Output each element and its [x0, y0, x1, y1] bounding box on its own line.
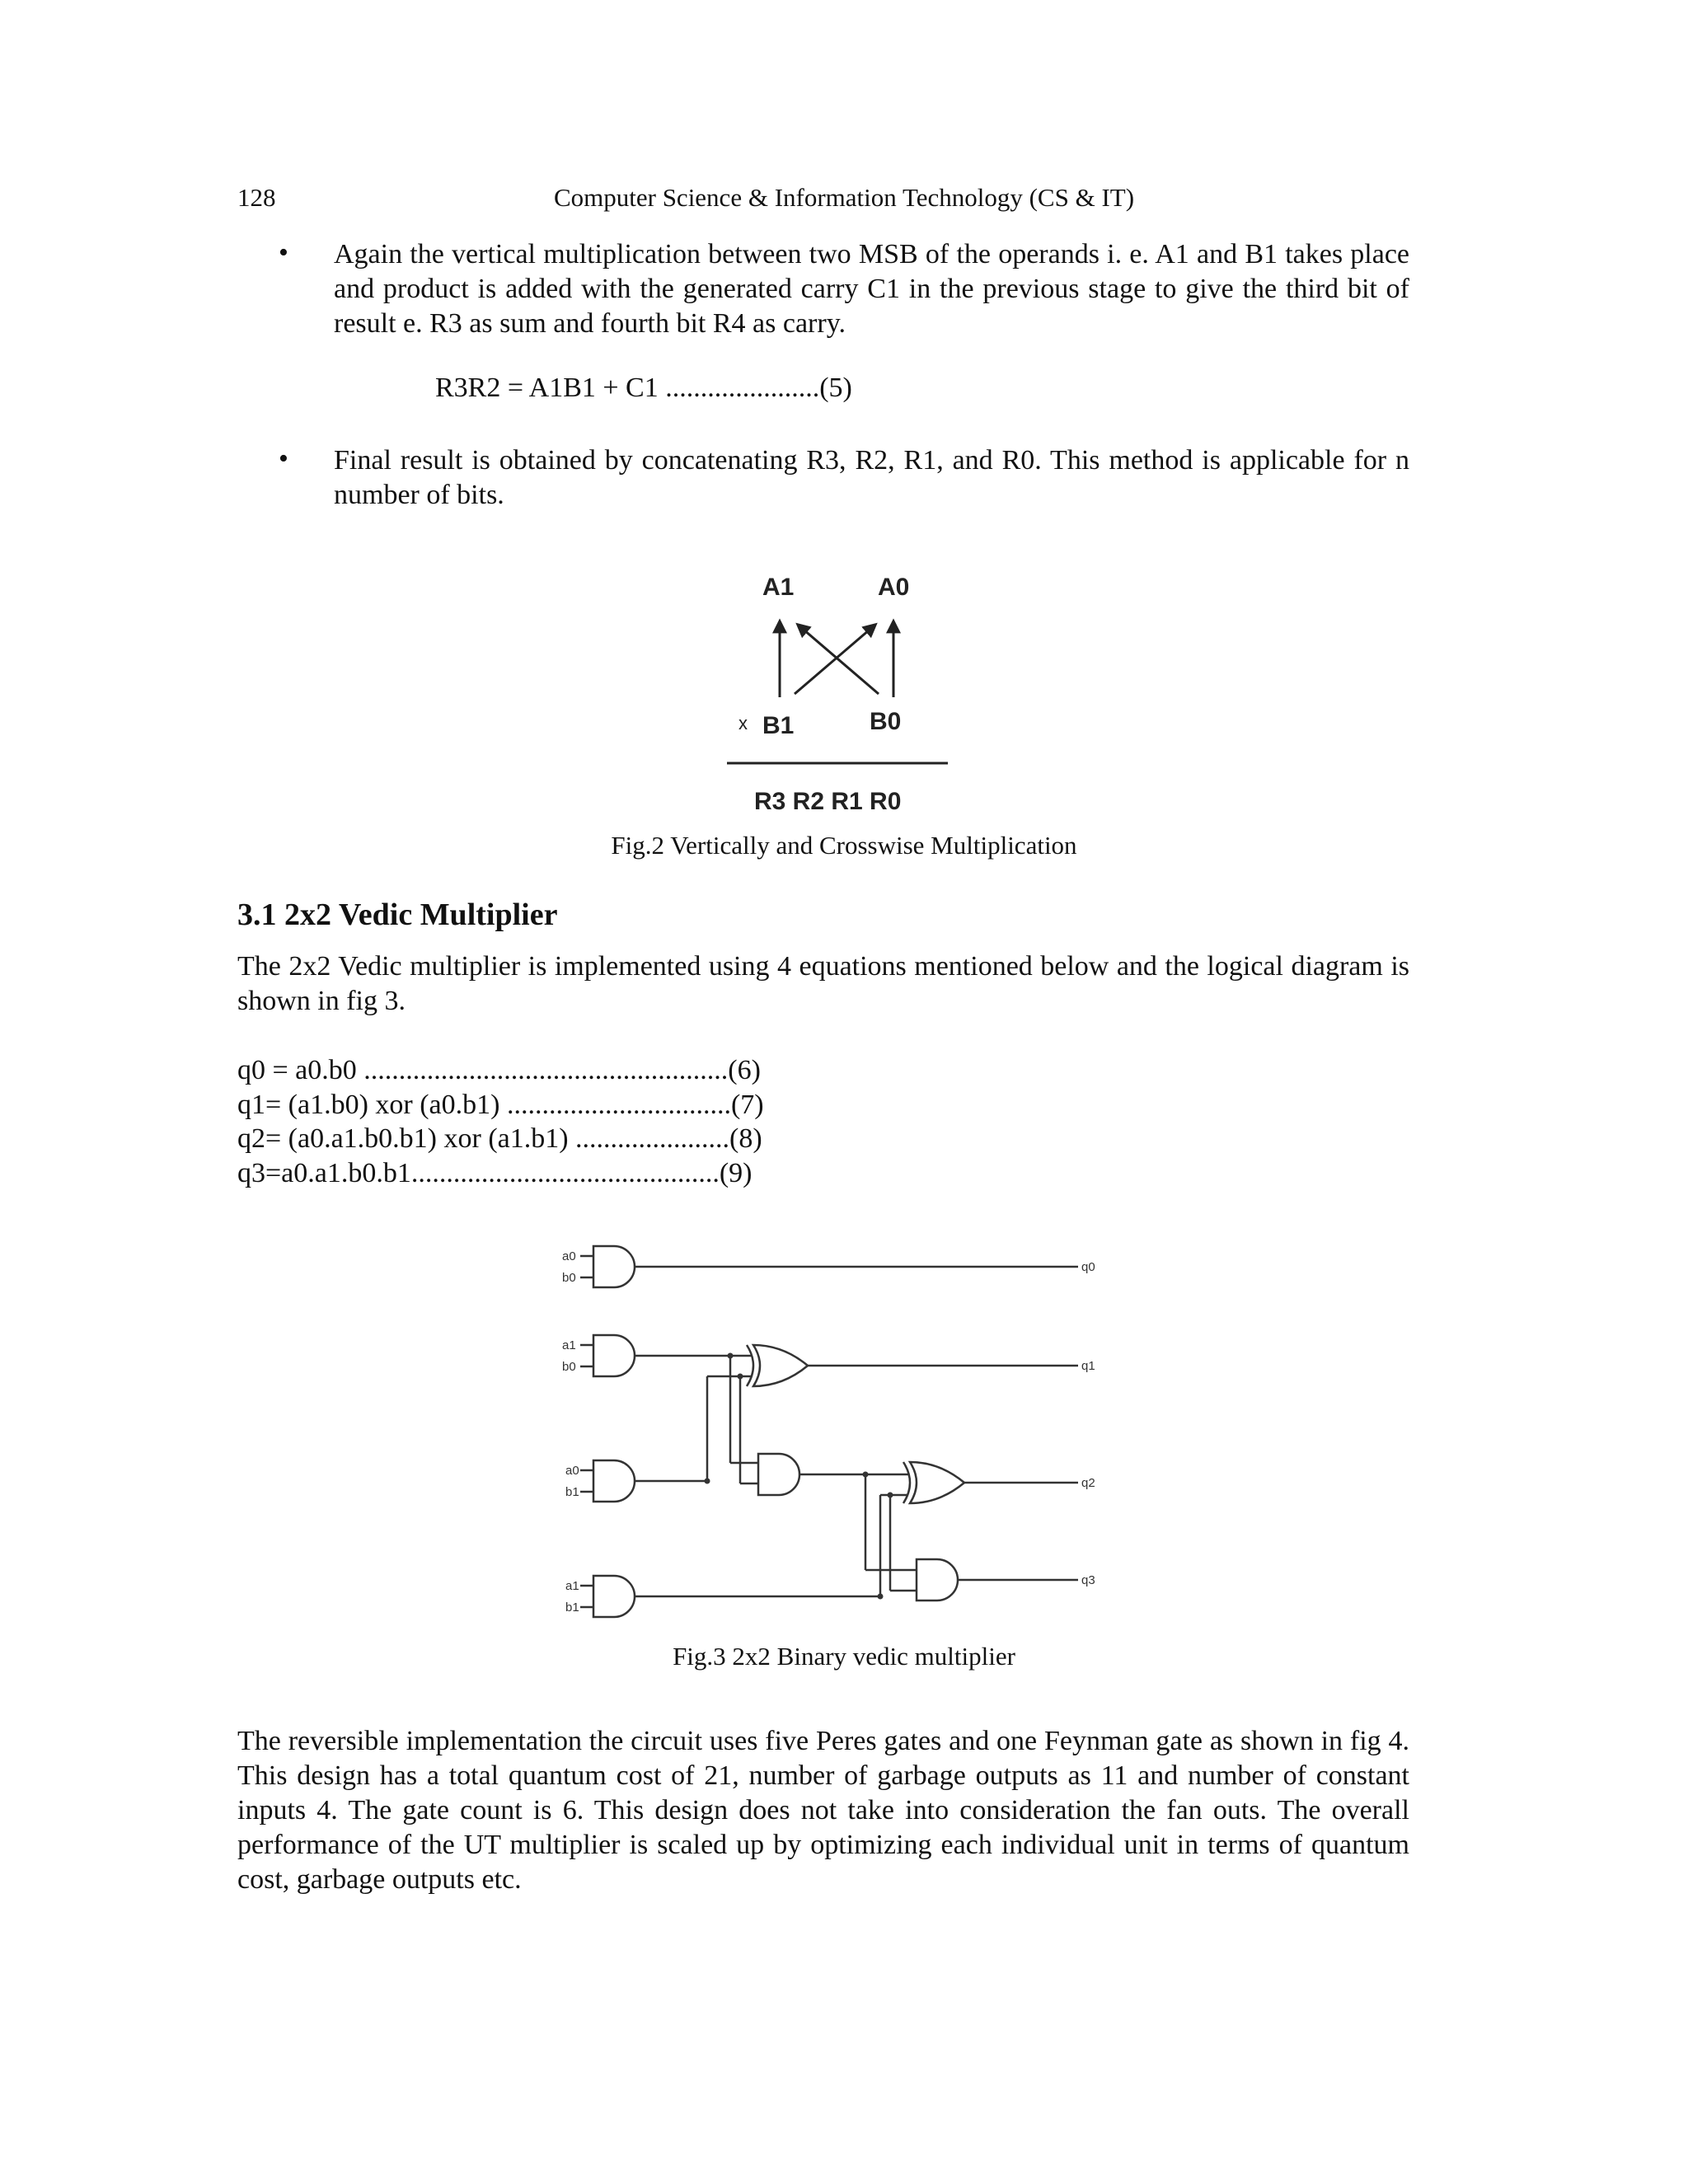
and-gate-1 [593, 1246, 635, 1287]
fig2-result-label: R3 R2 R1 R0 [754, 788, 902, 815]
section-intro: The 2x2 Vedic multiplier is implemented using 4 equations mentioned below and the logical diagram is shown in fig 3. [237, 951, 1409, 1016]
and-gate-2 [593, 1335, 635, 1376]
equation-5: R3R2 = A1B1 + C1 ......................(5) [435, 373, 852, 403]
fig3-output-q0: q0 [1081, 1260, 1095, 1274]
fig3-output-q3: q3 [1081, 1573, 1095, 1587]
bullet-text: Again the vertical multiplication between two MSB of the operands i. e. A1 and B1 takes place and product is added with the generated carry C1 in the previous stage to give the third bit of result e. R3 as sum and fourth bit R4 as carry. [334, 239, 1409, 339]
section-heading: 3.1 2x2 Vedic Multiplier [237, 898, 558, 932]
fig3-input-a0: a0 [562, 1249, 576, 1263]
xor-gate-1 [753, 1345, 808, 1386]
closing-paragraph: The reversible implementation the circuit uses five Peres gates and one Feynman gate as shown in fig 4. This design has a total quantum cost of 21, number of garbage outputs as 11 and number of constant inputs 4. The gate count is 6. This design does not take into consideration the fan outs. The overall performance of the UT multiplier is scaled up by optimizing each individual unit in terms of quantum cost, garbage outputs etc. [237, 1726, 1409, 1895]
and-gate-5 [758, 1454, 799, 1495]
equation-6: q0 = a0.b0 ....................................................(6) [237, 1055, 761, 1085]
fig3-output-q2: q2 [1081, 1476, 1095, 1490]
xor-gate-1-back [747, 1345, 753, 1386]
and-gate-3 [593, 1460, 635, 1502]
fig3-input-b1: b1 [565, 1485, 579, 1499]
page-number: 128 [237, 183, 276, 212]
fig2-label-b0: B0 [870, 708, 902, 735]
fig2-diagram [709, 560, 973, 824]
fig3-input-a1: a1 [562, 1338, 576, 1352]
bullet-marker: • [279, 443, 288, 474]
fig2-multiply-sign: x [738, 713, 748, 733]
equation-8: q2= (a0.a1.b0.b1) xor (a1.b1) ......................(8) [237, 1123, 762, 1154]
fig3-circuit [544, 1220, 1121, 1640]
bullet-marker: • [279, 237, 288, 268]
fig3-input-b0: b0 [562, 1360, 576, 1374]
equation-7: q1= (a1.b0) xor (a0.b1) ................................(7) [237, 1090, 764, 1120]
fig3-caption: Fig.3 2x2 Binary vedic multiplier [673, 1642, 1015, 1671]
xor-gate-2 [910, 1462, 964, 1503]
fig2-label-b1: B1 [762, 712, 795, 739]
equation-9: q3=a0.a1.b0.b1............................................(9) [237, 1158, 753, 1188]
fig3-input-b0: b0 [562, 1271, 576, 1285]
fig2-cross-arrow-right [795, 625, 875, 694]
fig3-output-q1: q1 [1081, 1359, 1095, 1373]
running-header: Computer Science & Information Technology (CS & IT) [553, 183, 1135, 212]
xor-gate-2-back [903, 1462, 910, 1503]
and-gate-4 [593, 1576, 635, 1617]
fig2-label-a1: A1 [762, 574, 795, 601]
fig2-caption: Fig.2 Vertically and Crosswise Multiplication [611, 831, 1077, 860]
fig3-input-a0: a0 [565, 1464, 579, 1478]
and-gate-6 [917, 1559, 958, 1601]
fig3-input-a1: a1 [565, 1579, 579, 1593]
bullet-text: Final result is obtained by concatenating R3, R2, R1, and R0. This method is applicable for n number of bits. [334, 445, 1409, 510]
fig3-input-b1: b1 [565, 1601, 579, 1615]
fig2-label-a0: A0 [878, 574, 910, 601]
fig2-cross-arrow-left [798, 625, 879, 694]
